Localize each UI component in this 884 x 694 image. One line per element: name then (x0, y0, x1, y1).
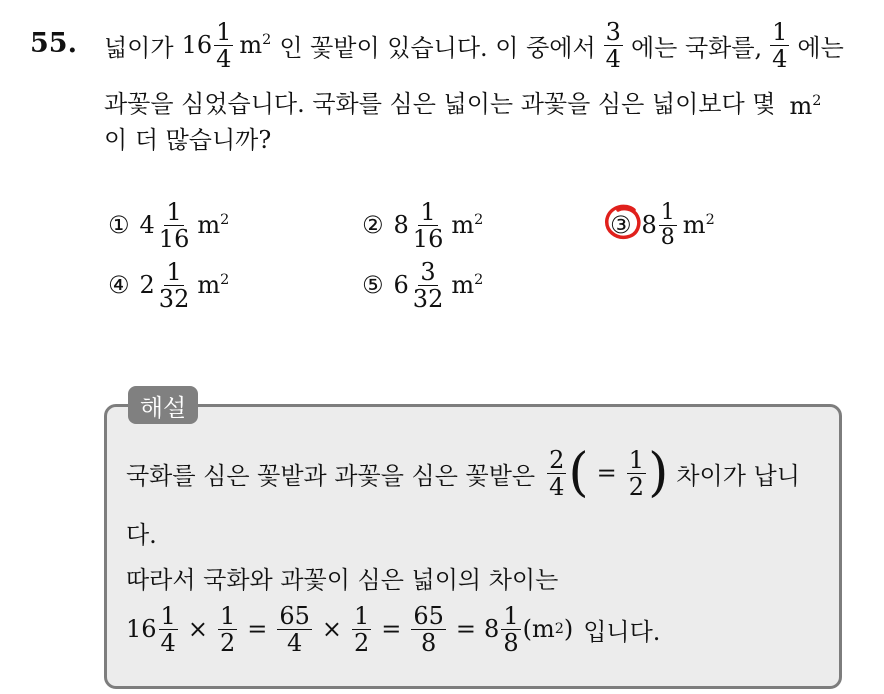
solution-line-2: 다. (126, 521, 157, 549)
question-text: 인 꽃밭이 있습니다. 이 중에서 (279, 33, 596, 62)
question-text: 에는 국화를, (630, 33, 763, 62)
solution-equation: 16 $\frac{1}{4}$ × $\frac{1}{2}$ = $\frac{65}{4}$ × $\frac{1}{2}$ = $\frac{65}{8}$ = 8 $\frac{1}{8}$ (m 2 ) 입니다. (126, 601, 661, 657)
choice-1[interactable]: ① 4 $\frac{1}{16}$ $m^2$ (108, 197, 230, 253)
choice-2[interactable]: ② 8 $\frac{1}{16}$ $m^2$ (362, 197, 484, 253)
area-unit: $m^2$ (239, 31, 272, 59)
fraction-chrysanthemum: $\frac{3}{4}$ (605, 17, 621, 73)
question-line-3: 이 더 많습니까? (104, 126, 272, 154)
question-number: 55. (30, 28, 77, 59)
area-whole: 16 (181, 31, 213, 59)
choice-3-selected[interactable]: ③ 8 $\frac{1}{8}$ $m^2$ (610, 199, 715, 250)
solution-line-3: 따라서 국화와 과꽃이 심은 넓이의 차이는 (126, 566, 559, 594)
question-line-2: 과꽃을 심었습니다. 국화를 심은 넓이는 과꽃을 심은 넓이보다 몇 $m^2$ (104, 90, 822, 120)
unit: $m^2$ (789, 91, 822, 120)
answer-circle-icon (604, 204, 642, 240)
fraction-aster: $\frac{1}{4}$ (772, 17, 788, 73)
choice-5[interactable]: ⑤ 6 $\frac{3}{32}$ $m^2$ (362, 257, 484, 313)
choice-4[interactable]: ④ 2 $\frac{1}{32}$ $m^2$ (108, 257, 230, 313)
question-text: 에는 (797, 33, 844, 62)
area-fraction: $\frac{1}{4}$ (216, 17, 232, 73)
solution-line-1: 국화를 심은 꽃밭과 과꽃을 심은 꽃밭은 $\frac{2}{4}$ ( = $\frac{1}{2}$ ) 차이가 납니 (126, 443, 800, 503)
solution-tag: 해설 (128, 386, 198, 424)
question-line-1 (104, 10, 844, 80)
question-text: 넓이가 (104, 33, 174, 62)
